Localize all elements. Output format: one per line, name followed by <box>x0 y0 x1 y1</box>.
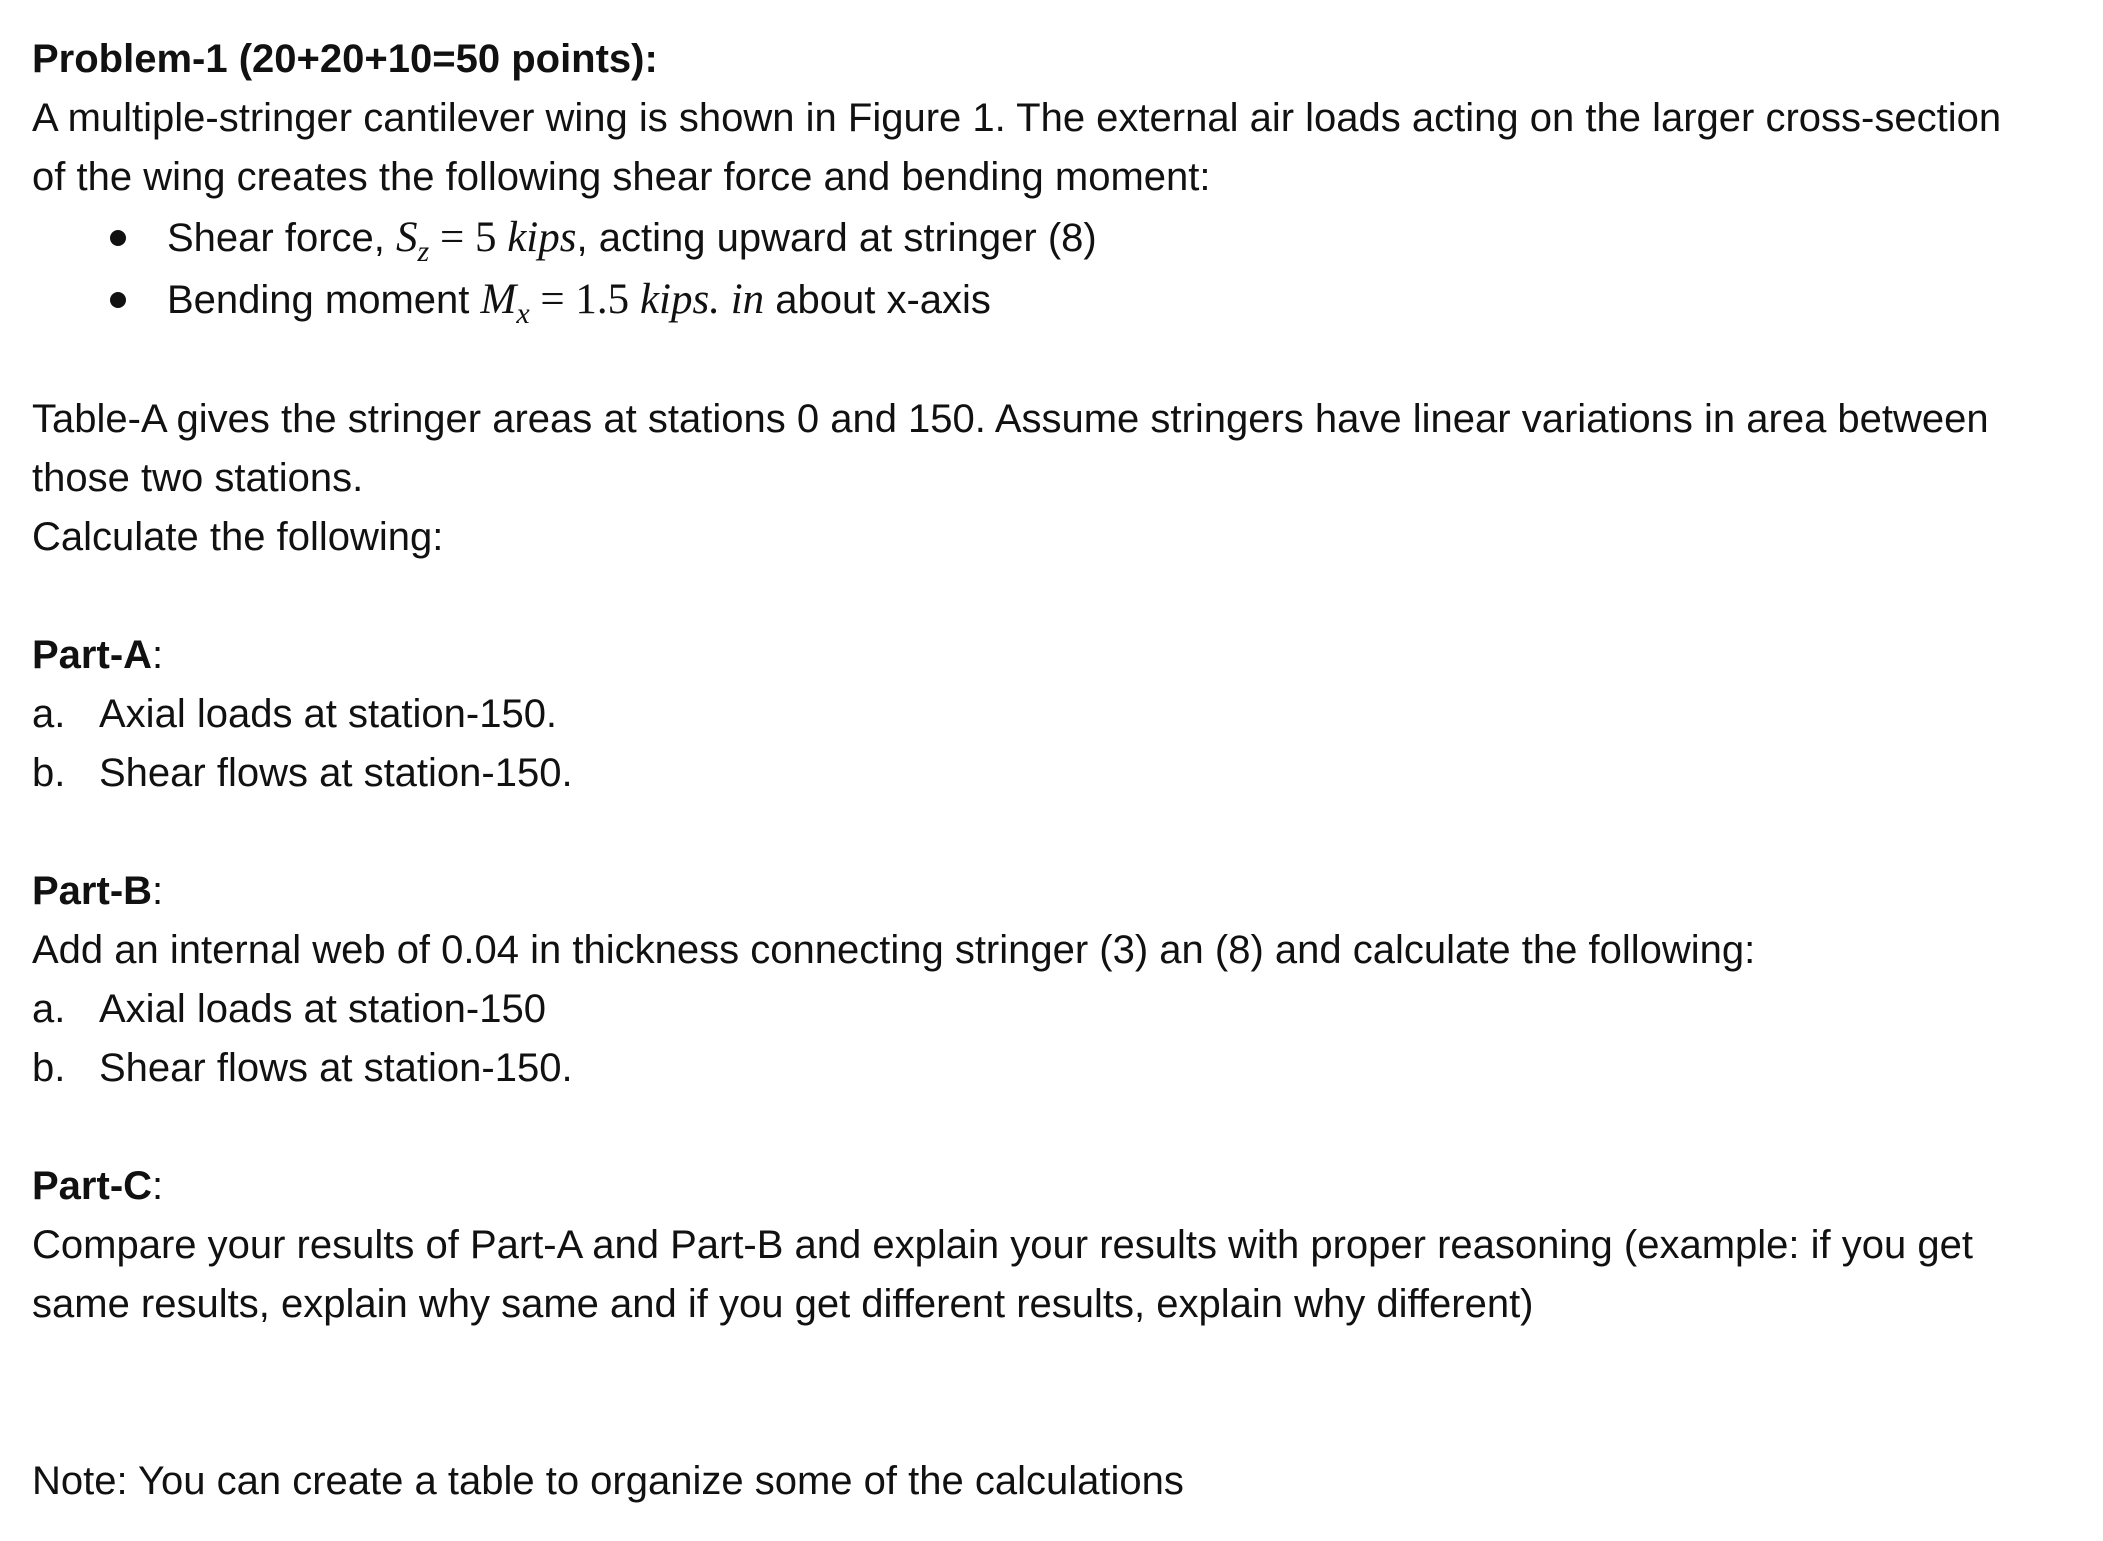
part-b-colon: : <box>152 869 164 913</box>
bullet-dot-icon <box>110 292 126 308</box>
spacer <box>32 567 2072 626</box>
spacer <box>32 331 2072 390</box>
moment-subscript: x <box>516 297 530 330</box>
part-b-description: Add an internal web of 0.04 in thickness connecting stringer (3) an (8) and calculate the following: <box>32 928 1756 972</box>
table-a-line-1: Table-A gives the stringer areas at stations 0 and 150. Assume stringers have linear variations in area between <box>32 397 1989 441</box>
load-bullet-list <box>32 207 2072 331</box>
list-marker: a. <box>32 987 66 1031</box>
list-marker: a. <box>32 692 66 736</box>
part-a-item-a <box>32 685 2072 744</box>
part-b-heading <box>32 862 2072 921</box>
part-c-heading <box>32 1157 2072 1216</box>
list-marker: b. <box>32 751 66 795</box>
moment-suffix: about x-axis <box>764 278 991 322</box>
shear-symbol: S <box>396 214 418 261</box>
moment-math <box>480 276 765 330</box>
spacer <box>32 1393 2072 1452</box>
list-item-text: Axial loads at station-150. <box>99 692 558 736</box>
part-c-line-1: Compare your results of Part-A and Part-B and explain your results with proper reasoning (example: if you get <box>32 1223 1973 1267</box>
calculate-instruction: Calculate the following: <box>32 515 444 559</box>
spacer <box>32 1098 2072 1157</box>
moment-prefix: Bending moment <box>167 278 481 322</box>
part-c-heading-text: Part-C <box>32 1164 153 1208</box>
intro-line-2: of the wing creates the following shear force and bending moment: <box>32 155 1211 199</box>
shear-math <box>396 214 577 268</box>
moment-unit: kips. in <box>639 276 765 323</box>
note-text: Note: You can create a table to organize some of the calculations <box>32 1459 1184 1503</box>
part-a-heading-text: Part-A <box>32 633 153 677</box>
list-item-text: Shear flows at station-150. <box>99 1046 573 1090</box>
shear-unit: kips <box>507 214 577 261</box>
bending-moment-bullet <box>32 269 2072 331</box>
document-page <box>32 30 2072 1511</box>
list-marker: b. <box>32 1046 66 1090</box>
moment-equals: = 1.5 <box>529 276 640 323</box>
part-b-item-a <box>32 980 2072 1039</box>
shear-suffix: , acting upward at stringer (8) <box>576 216 1097 260</box>
part-a-heading <box>32 626 2072 685</box>
moment-symbol: M <box>480 276 517 323</box>
shear-equals: = 5 <box>429 214 508 261</box>
part-b-heading-text: Part-B <box>32 869 153 913</box>
shear-force-bullet <box>32 207 2072 269</box>
shear-subscript: z <box>417 235 430 268</box>
bullet-dot-icon <box>110 230 126 246</box>
problem-title: Problem-1 (20+20+10=50 points): <box>32 37 658 81</box>
shear-prefix: Shear force, <box>167 216 397 260</box>
spacer <box>32 803 2072 862</box>
table-a-line-2: those two stations. <box>32 456 364 500</box>
part-a-colon: : <box>152 633 164 677</box>
list-item-text: Axial loads at station-150 <box>99 987 546 1031</box>
part-b-item-b <box>32 1039 2072 1098</box>
part-c-line-2: same results, explain why same and if you get different results, explain why different) <box>32 1282 1534 1326</box>
list-item-text: Shear flows at station-150. <box>99 751 573 795</box>
spacer <box>32 1334 2072 1393</box>
part-c-colon: : <box>152 1164 164 1208</box>
intro-line-1: A multiple-stringer cantilever wing is shown in Figure 1. The external air loads acting on the larger cross-section <box>32 96 2002 140</box>
part-a-item-b <box>32 744 2072 803</box>
